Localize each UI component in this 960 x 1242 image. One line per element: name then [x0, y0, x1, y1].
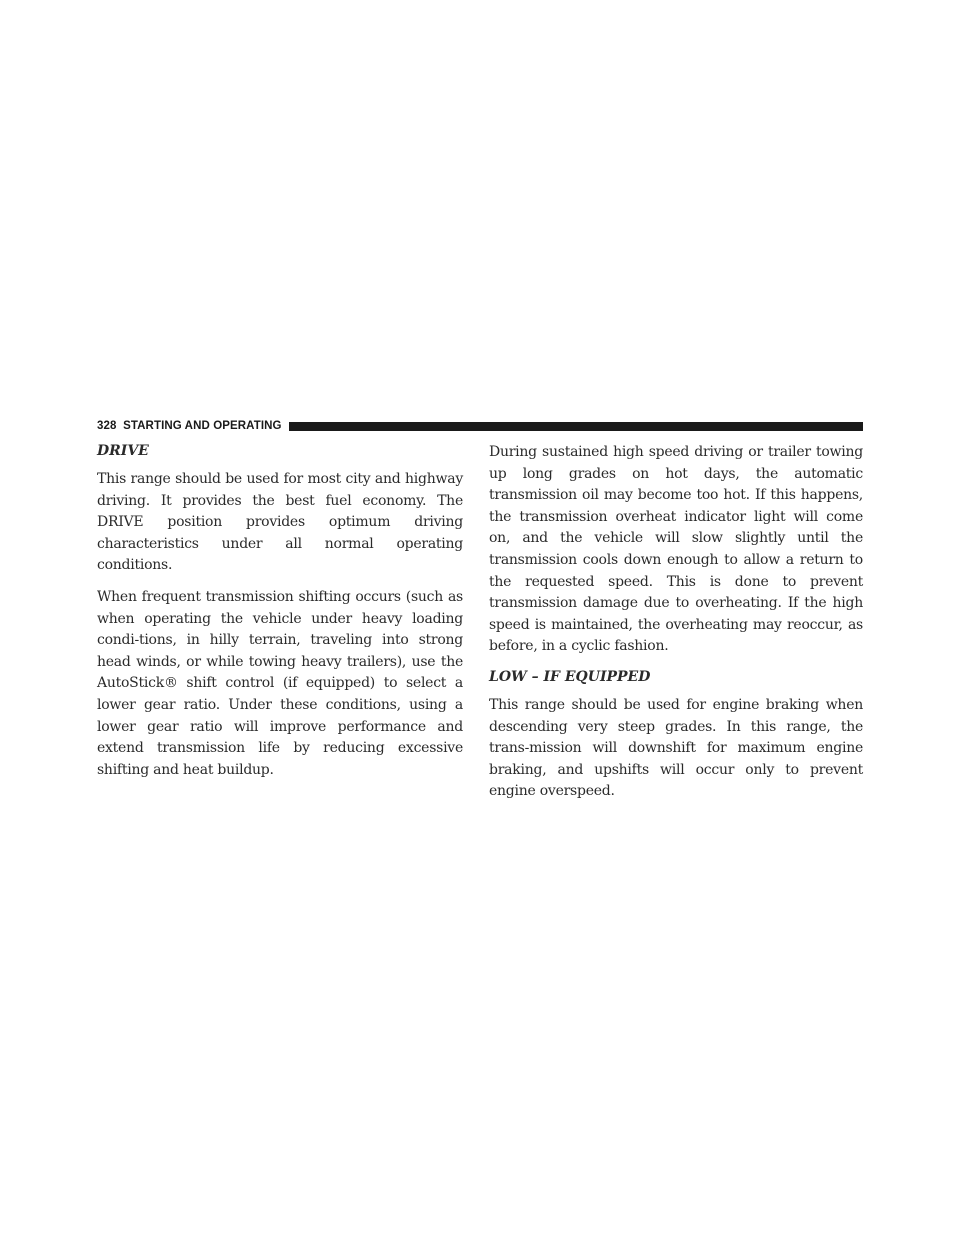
overheat-paragraph: During sustained high speed driving or trailer towing up long grades on hot days, the automatic transmission oil may become too hot. If this happens, the transmission overheat indicator light will come on, and the vehicle will slow slightly until the transmission cools down enough to allow a return to the requested speed. This is done to prevent transmission damage due to overheating. If the high speed is maintained, the overheating may reoccur, as before, in a cyclic fashion.: [489, 444, 863, 655]
header-label: [97, 420, 289, 432]
right-column: [489, 442, 863, 813]
drive-paragraph-1: This range should be used for most city and highway driving. It provides the best fuel economy. The DRIVE position provides optimum driving characteristics under all normal operating conditions.: [97, 471, 463, 574]
page-number: 328: [97, 420, 117, 432]
left-column: [97, 442, 463, 791]
page-header: [97, 419, 863, 433]
drive-paragraph-2: When frequent transmission shifting occurs (such as when operating the vehicle under heavy loading condi-tions, in hilly terrain, traveling into strong head winds, or while towing heavy trailers), use the AutoStick® shift control (if equipped) to select a lower gear ratio. Under these conditions, using a lower gear ratio will improve performance and extend transmission life by reducing excessive shifting and heat buildup.: [97, 588, 463, 778]
low-paragraph: This range should be used for engine braking when descending very steep grades. In this range, the trans-mission will downshift for maximum engine braking, and upshifts will occur only to prevent engine overspeed.: [489, 696, 863, 800]
drive-heading: DRIVE: [97, 443, 149, 459]
low-heading: LOW – IF EQUIPPED: [489, 668, 651, 685]
section-title: STARTING AND OPERATING: [123, 420, 282, 432]
header-rule: [289, 422, 863, 431]
